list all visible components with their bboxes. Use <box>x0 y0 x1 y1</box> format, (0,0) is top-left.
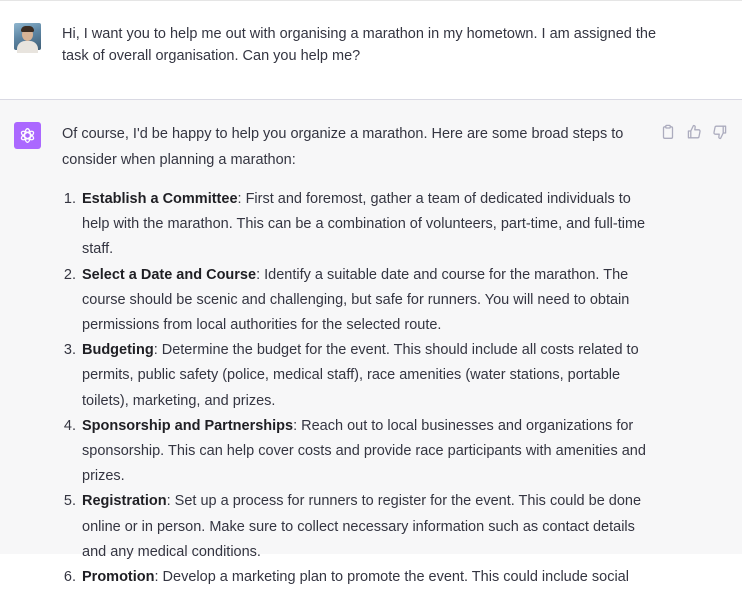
list-item: 1. Establish a Committee: First and foremost, gather a team of dedicated individuals to help with the marathon. This can be a combination of volunteers, part-time, and full-time staff. <box>63 191 646 258</box>
user-message-row <box>0 1 742 99</box>
thumbs-down-icon[interactable] <box>712 124 728 140</box>
openai-logo-icon <box>18 126 37 145</box>
message-actions <box>660 124 728 140</box>
clipboard-icon[interactable] <box>660 124 676 140</box>
list-item: 4. Sponsorship and Partnerships: Reach out to local businesses and organizations for sponsorship. This can help cover costs and provide race participants with amenities and prizes. <box>63 417 646 485</box>
assistant-intro: Of course, I'd be happy to help you organize a marathon. Here are some broad steps to consider when planning a marathon: <box>62 126 624 168</box>
list-item: 6. Promotion: Develop a marketing plan to promote the event. This could include social <box>63 569 629 586</box>
list-item: 3. Budgeting: Determine the budget for the event. This should include all costs related to permits, public safety (police, medical staff), race amenities (water stations, portable toilets), marketing, and prizes. <box>63 342 639 409</box>
assistant-avatar <box>14 122 41 149</box>
list-item: 2. Select a Date and Course: Identify a suitable date and course for the marathon. The course should be scenic and challenging, but safe for runners. You will need to obtain permissions from local authorities for the selected route. <box>63 266 630 334</box>
list-item: 5. Registration: Set up a process for runners to register for the event. This could be done online or in person. Make sure to collect necessary information such as contact details and any medical conditions. <box>63 493 642 560</box>
user-message-text: Hi, I want you to help me out with organising a marathon in my hometown. I am assigned the task of overall organisation. Can you help me? <box>62 26 657 64</box>
user-avatar <box>14 23 41 50</box>
assistant-message-content <box>62 121 658 590</box>
assistant-message-row <box>0 100 742 586</box>
steps-list <box>62 187 658 590</box>
thumbs-up-icon[interactable] <box>686 124 702 140</box>
